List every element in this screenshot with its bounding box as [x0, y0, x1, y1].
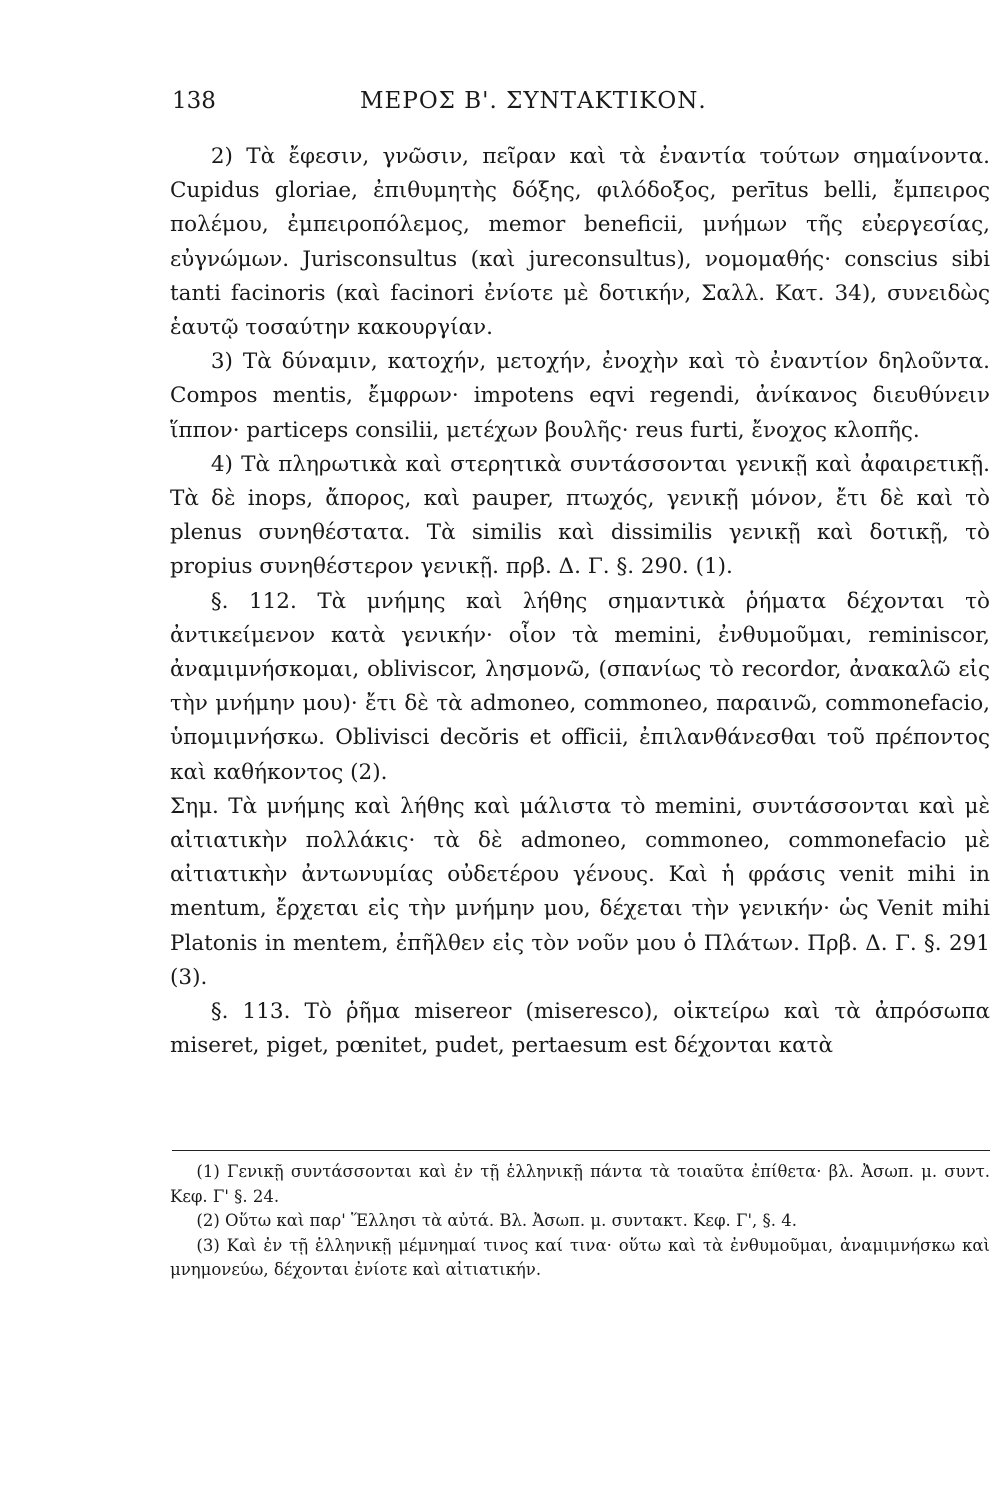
- paragraph-section-112: §. 112. Τὰ μνήμης καὶ λήθης σημαντικὰ ῥήματα δέχονται τὸ ἀντικείμενον κατὰ γενικήν· οἷον τὰ memini, ἐνθυμοῦμαι, reminiscor, ἀναμιμνήσκομαι, obliviscor, λησμονῶ, (σπανίως τὸ recordor, ἀνακαλῶ εἰς τὴν μνήμην μου)· ἔτι δὲ τὰ admoneo, commoneo, παραινῶ, commonefacio, ὑπομιμνήσκω. Oblivisci decŏris et officii, ἐπιλανθάνεσθαι τοῦ πρέποντος καὶ καθήκοντος (2).: [170, 588, 990, 785]
- footnote-1: (1) Γενικῇ συντάσσονται καὶ ἐν τῇ ἑλληνικῇ πάντα τὰ τοιαῦτα ἐπίθετα· βλ. Ἀσωπ. μ. συντ. Κεφ. Γ' §. 24.: [170, 1162, 990, 1206]
- paragraph-section-4: 4) Τὰ πληρωτικὰ καὶ στερητικὰ συντάσσονται γενικῇ καὶ ἀφαιρετικῇ. Τὰ δὲ inops, ἄπορος, καὶ pauper, πτωχός, γενικῇ μόνον, ἔτι δὲ καὶ τὸ plenus συνηθέστατα. Τὰ similis καὶ dissimilis γενικῇ καὶ δοτικῇ, τὸ propius συνηθέστερον γενικῇ. πρβ. Δ. Γ. §. 290. (1).: [170, 451, 990, 580]
- footnote-divider: [172, 1150, 990, 1151]
- running-title: ΜΕΡΟΣ Β'. ΣΥΝΤΑΚΤΙΚΟΝ.: [360, 88, 707, 114]
- paragraph-section-3: 3) Τὰ δύναμιν, κατοχήν, μετοχήν, ἐνοχὴν καὶ τὸ ἐναντίον δηλοῦντα. Compos mentis, ἔμφρων· impotens eqvi regendi, ἀνίκανος διευθύνειν ἵππον· particeps consilii, μετέχων βουλῆς· reus furti, ἔνοχος κλοπῆς.: [170, 349, 990, 443]
- main-text: [170, 140, 990, 1063]
- page-number: 138: [172, 88, 216, 114]
- paragraph-section-2: 2) Τὰ ἔφεσιν, γνῶσιν, πεῖραν καὶ τὰ ἐναντία τούτων σημαίνοντα. Cupidus gloriae, ἐπιθυμητὴς δόξης, φιλόδοξος, perītus belli, ἔμπειρος πολέμου, ἐμπειροπόλεμος, memor beneficii, μνήμων τῆς εὐεργεσίας, εὐγνώμων. Jurisconsultus (καὶ jureconsultus), νομομαθής· conscius sibi tanti facinoris (καὶ facinori ἐνίοτε μὲ δοτικήν, Σαλλ. Κατ. 34), συνειδὼς ἑαυτῷ τοσαύτην κακουργίαν.: [170, 144, 990, 341]
- paragraph-note: Σημ. Τὰ μνήμης καὶ λήθης καὶ μάλιστα τὸ memini, συντάσσονται καὶ μὲ αἰτιατικὴν πολλάκις· τὰ δὲ admoneo, commoneo, commonefacio μὲ αἰτιατικὴν ἀντωνυμίας οὐδετέρου γένους. Καὶ ἡ φράσις venit mihi in mentum, ἔρχεται εἰς τὴν μνήμην μου, δέχεται τὴν γενικήν· ὡς Venit mihi Platonis in mentem, ἐπῆλθεν εἰς τὸν νοῦν μου ὁ Πλάτων. Πρβ. Δ. Γ. §. 291 (3).: [170, 793, 990, 990]
- running-header: [172, 88, 972, 122]
- footnotes: [170, 1160, 990, 1283]
- footnote-3: (3) Καὶ ἐν τῇ ἑλληνικῇ μέμνημαί τινος καί τινα· οὕτω καὶ τὰ ἐνθυμοῦμαι, ἀναμιμνήσκω καὶ μνημονεύω, δέχονται ἐνίοτε καὶ αἰτιατικήν.: [170, 1235, 990, 1279]
- footnote-2: (2) Οὕτω καὶ παρ' Ἕλλησι τὰ αὐτά. Βλ. Ἀσωπ. μ. συντακτ. Κεφ. Γ', §. 4.: [196, 1211, 797, 1230]
- paragraph-section-113: §. 113. Τὸ ῥῆμα misereor (miseresco), οἰκτείρω καὶ τὰ ἀπρόσωπα miseret, piget, pœnitet, pudet, pertaesum est δέχονται κατὰ: [170, 999, 990, 1059]
